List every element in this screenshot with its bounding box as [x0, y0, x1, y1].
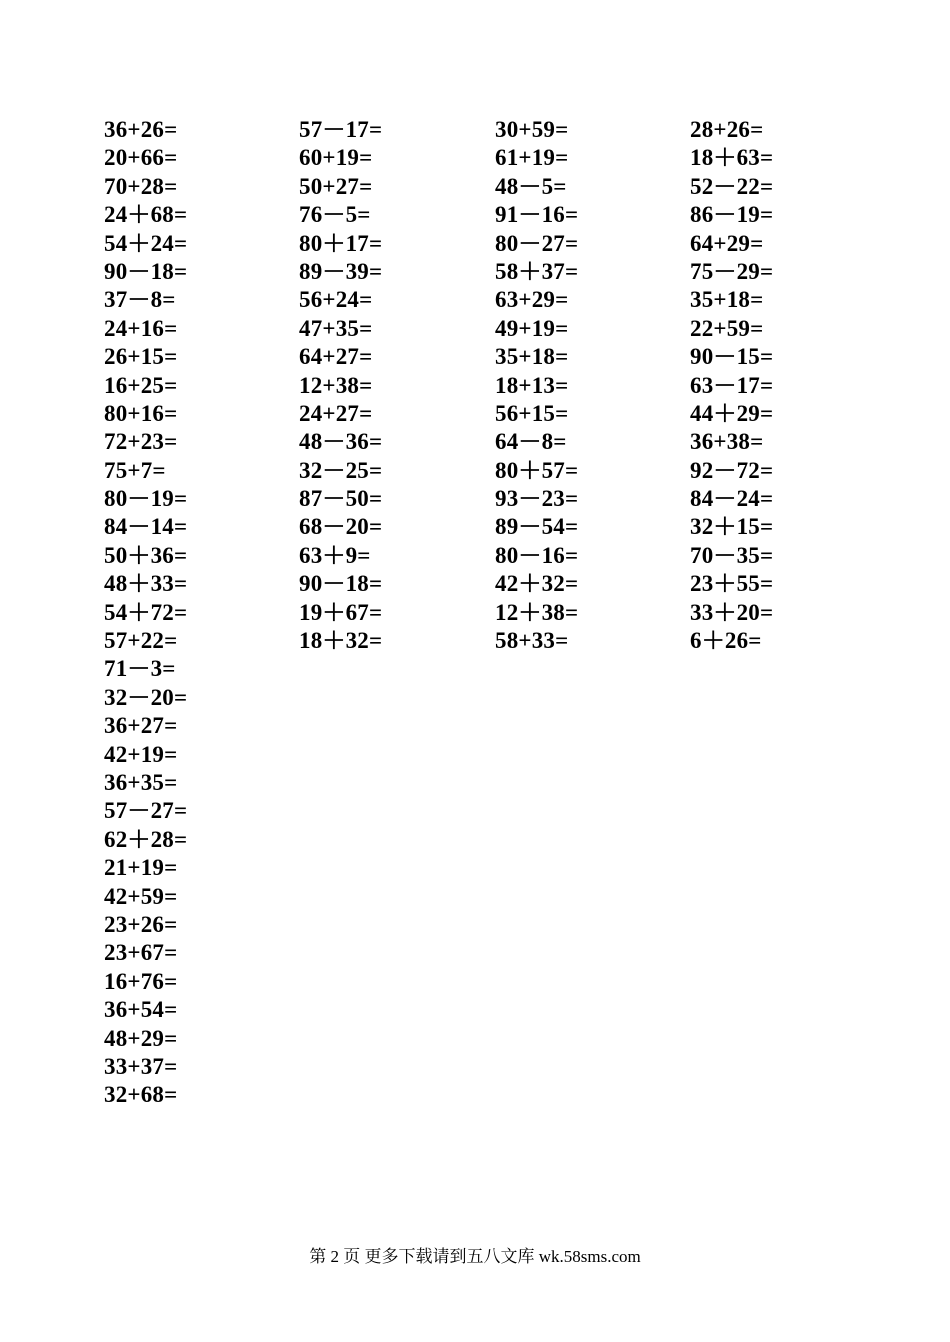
- math-problem: 22+59=: [690, 315, 764, 341]
- math-problem: 80－19=: [104, 486, 188, 512]
- math-problem: 23＋55=: [690, 571, 774, 597]
- math-problem: 48－5=: [495, 173, 567, 199]
- math-problem: 42+59=: [104, 883, 178, 909]
- math-problem: 91－16=: [495, 202, 579, 228]
- math-problem: 33+37=: [104, 1053, 178, 1079]
- page-footer: 第 2 页 更多下载请到五八文库 wk.58sms.com: [309, 1247, 641, 1266]
- math-problem: 90－18=: [104, 258, 188, 284]
- math-problem: 87－50=: [299, 486, 383, 512]
- math-problem: 57－27=: [104, 798, 188, 824]
- math-problem: 42+19=: [104, 741, 178, 767]
- math-problem: 24＋68=: [104, 202, 188, 228]
- math-problem: 18+13=: [495, 372, 569, 398]
- math-problem: 35+18=: [495, 344, 569, 370]
- math-problem: 32+68=: [104, 1082, 178, 1108]
- math-problem: 58＋37=: [495, 258, 579, 284]
- math-problem: 16+25=: [104, 372, 178, 398]
- math-problem: 63+29=: [495, 287, 569, 313]
- math-problem: 49+19=: [495, 315, 569, 341]
- math-problem: 12＋38=: [495, 599, 579, 625]
- math-problem: 58+33=: [495, 628, 569, 654]
- math-problem: 70+28=: [104, 173, 178, 199]
- math-problem: 44＋29=: [690, 400, 774, 426]
- math-problem: 24+27=: [299, 400, 373, 426]
- problem-column-3: [495, 116, 578, 655]
- math-problem: 89－54=: [495, 514, 579, 540]
- math-problem: 19＋67=: [299, 599, 383, 625]
- math-problem: 71－3=: [104, 656, 176, 682]
- problem-column-2: [299, 116, 382, 655]
- math-problem: 75－29=: [690, 258, 774, 284]
- math-problem: 32－25=: [299, 457, 383, 483]
- math-problem: 89－39=: [299, 258, 383, 284]
- problem-column-1: [104, 116, 187, 1110]
- math-problem: 80+16=: [104, 400, 178, 426]
- math-problem: 80＋17=: [299, 230, 383, 256]
- math-problem: 21+19=: [104, 855, 178, 881]
- math-problem: 35+18=: [690, 287, 764, 313]
- math-problem: 36+35=: [104, 769, 178, 795]
- math-problem: 6＋26=: [690, 628, 762, 654]
- math-problem: 72+23=: [104, 429, 178, 455]
- math-problem: 12+38=: [299, 372, 373, 398]
- math-problem: 93－23=: [495, 486, 579, 512]
- math-problem: 42＋32=: [495, 571, 579, 597]
- math-problem: 36+27=: [104, 713, 178, 739]
- math-problem: 54＋24=: [104, 230, 188, 256]
- math-problem: 47+35=: [299, 315, 373, 341]
- math-problem: 54＋72=: [104, 599, 188, 625]
- math-problem: 70－35=: [690, 542, 774, 568]
- math-problem: 50+27=: [299, 173, 373, 199]
- math-problem: 23+26=: [104, 911, 178, 937]
- math-problem: 90－15=: [690, 344, 774, 370]
- math-problem: 56+15=: [495, 400, 569, 426]
- math-problem: 68－20=: [299, 514, 383, 540]
- math-problem: 64+29=: [690, 230, 764, 256]
- math-problem: 60+19=: [299, 145, 373, 171]
- math-problem: 84－24=: [690, 486, 774, 512]
- math-problem: 16+76=: [104, 968, 178, 994]
- math-problem: 30+59=: [495, 117, 569, 142]
- math-problem: 18＋32=: [299, 628, 383, 654]
- math-problem: 80－27=: [495, 230, 579, 256]
- math-problem: 56+24=: [299, 287, 373, 313]
- math-problem: 80＋57=: [495, 457, 579, 483]
- math-problem: 32＋15=: [690, 514, 774, 540]
- math-problem: 24+16=: [104, 315, 178, 341]
- math-problem: 90－18=: [299, 571, 383, 597]
- math-problem: 18＋63=: [690, 145, 774, 171]
- math-problem: 61+19=: [495, 145, 569, 171]
- math-problem: 75+7=: [104, 457, 166, 483]
- math-problem: 64－8=: [495, 429, 567, 455]
- math-problem: 64+27=: [299, 344, 373, 370]
- problem-column-4: [690, 116, 773, 655]
- math-problem: 36+54=: [104, 997, 178, 1023]
- math-problem: 57+22=: [104, 628, 178, 654]
- math-problem: 36+38=: [690, 429, 764, 455]
- math-problem: 80－16=: [495, 542, 579, 568]
- math-problem: 28+26=: [690, 117, 764, 142]
- math-problem: 48＋33=: [104, 571, 188, 597]
- math-problem: 76－5=: [299, 202, 371, 228]
- math-problem: 63＋9=: [299, 542, 371, 568]
- math-problem: 92－72=: [690, 457, 774, 483]
- math-problem: 62＋28=: [104, 826, 188, 852]
- math-problem: 84－14=: [104, 514, 188, 540]
- math-problem: 32－20=: [104, 684, 188, 710]
- math-problem: 20+66=: [104, 145, 178, 171]
- math-problem: 23+67=: [104, 940, 178, 966]
- math-problem: 37－8=: [104, 287, 176, 313]
- math-problem: 48－36=: [299, 429, 383, 455]
- math-problem: 63－17=: [690, 372, 774, 398]
- math-problem: 52－22=: [690, 173, 774, 199]
- math-problem: 33＋20=: [690, 599, 774, 625]
- math-problem: 57－17=: [299, 117, 383, 142]
- math-problem: 36+26=: [104, 117, 178, 142]
- math-problem: 48+29=: [104, 1025, 178, 1051]
- problem-grid: [104, 116, 904, 1126]
- math-problem: 26+15=: [104, 344, 178, 370]
- math-problem: 86－19=: [690, 202, 774, 228]
- math-problem: 50＋36=: [104, 542, 188, 568]
